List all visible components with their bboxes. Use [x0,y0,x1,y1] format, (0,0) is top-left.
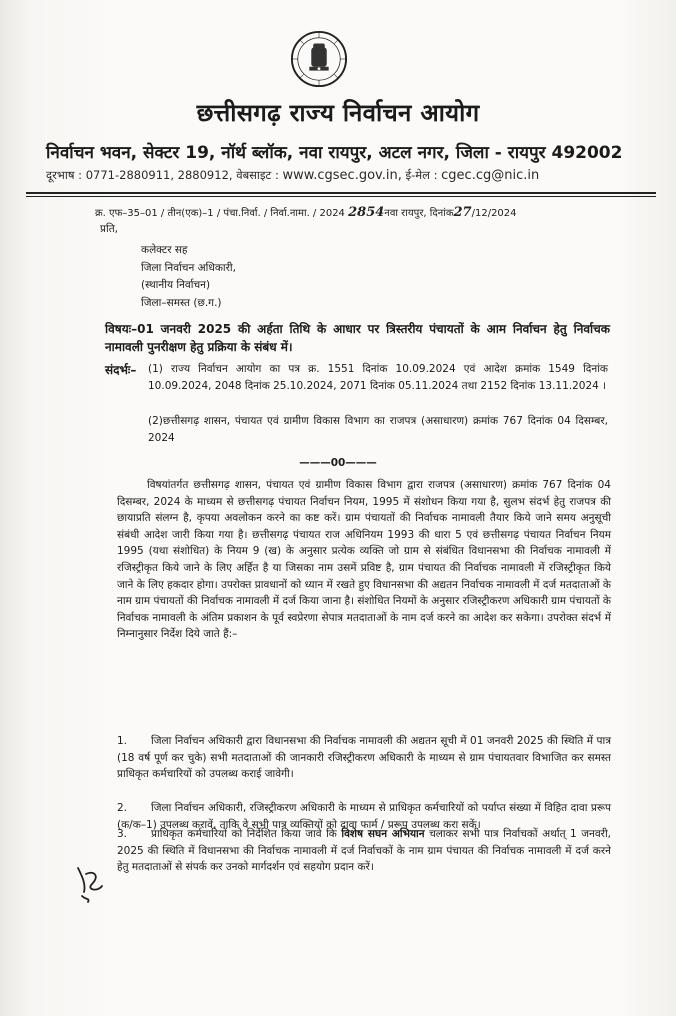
website-label: वेबसाइट : [236,168,279,182]
instruction-item-1 [117,733,611,783]
item-number: 2. [117,802,128,814]
date-rest: /12/2024 [471,208,517,219]
commission-address: निर्वाचन भवन, सेक्टर 19, नॉर्थ ब्लॉक, नवा रायपुर, अटल नगर, जिला - रायपुर 492002 [46,143,623,163]
email-link[interactable]: cgec.cg@nic.in [441,168,540,183]
addressee-block [141,242,236,312]
prati-label: प्रति, [100,223,119,235]
reference-number: क्र. एफ–35–01 / तीन(एक)–1 / पंचा.निर्वा. / निर्वा.नामा. / 2024 [95,208,345,219]
contact-line [46,168,539,183]
initials-signature-icon [72,862,112,904]
body-paragraph [117,477,611,643]
subject-line: विषयः–01 जनवरी 2025 की अर्हता तिथि के आधार पर त्रिस्तरीय पंचायतों के आम निर्वाचन हेतु निर्वाचक नामावली पुनरीक्षण हेतु प्रक्रिया के संबंध में। [105,322,610,354]
item-number: 1. [117,735,128,747]
commission-title: छत्तीसगढ़ राज्य निर्वाचन आयोग [196,99,480,127]
place-date: नवा रायपुर, दिनांक [384,208,454,219]
reference-line [95,205,517,220]
item-text-after: चलाकर सभी पात्र निर्वाचकों अर्थात् 1 जनवरी, 2025 की स्थिति में विधानसभा की निर्वाचक नामावली में दर्ज निर्वाचकों के नाम ग्राम पंचायत की निर्वाचक नामावली में दर्ज करने हेतु मतदाताओं से संपर्क कर उनको मार्गदर्शन एवं सहयोग प्रदान करें। [117,828,612,874]
references-label: संदर्भः– [105,363,137,377]
header-rule [26,192,656,194]
header-rule-thin [26,196,656,197]
addressee-line: जिला–समस्त (छ.ग.) [141,296,222,309]
item-text-before: प्राधिकृत कर्मचारियों को निर्देशित किया जावे कि [151,828,342,840]
item-text: जिला निर्वाचन अधिकारी द्वारा विधानसभा की निर्वाचक नामावली की अद्यतन सूची में 01 जनवरी 2025 की स्थिति में पात्र (18 वर्ष पूर्ण कर चुके) सभी मतदाताओं की जानकारी रजिस्ट्रीकरण अधिकारी के माध्यम से ग्राम पंचायतवार विभाजित कर समस्त प्राधिकृत कर्मचारियों को उपलब्ध कराई जावेगी। [117,735,611,781]
item-text-bold: विशेष सघन अभियान [341,828,425,840]
instruction-item-3 [117,826,611,876]
addressee-line: (स्थानीय निर्वाचन) [141,279,211,291]
website-link[interactable]: www.cgsec.gov.in, [282,168,402,183]
handwritten-date: 27 [453,205,472,220]
addressee-line: कलेक्टर सह [141,244,188,256]
addressee-line: जिला निर्वाचन अधिकारी, [141,261,236,274]
handwritten-dispatch-number: 2854 [348,205,385,220]
reference-item-1: (1) राज्य निर्वाचन आयोग का पत्र क्र. 1551 दिनांक 10.09.2024 एवं आदेश क्रमांक 1549 दिनांक 10.09.2024, 2048 दिनांक 25.10.2024, 2071 दिनांक 05.11.2024 तथा 2152 दिनांक 13.11.2024 । [148,363,608,392]
item-number: 3. [117,828,128,840]
item-text: जिला निर्वाचन अधिकारी, रजिस्ट्रीकरण अधिकारी के माध्यम से प्राधिकृत कर्मचारियों को पर्याप्त संख्या में विहित दावा प्ररूप (क/क–1) उपलब्ध करावें, ताकि वे सभी पात्र व्यक्तियों को दावा फार्म / प्ररूप उपलब्ध करा सकें। [117,802,611,831]
body-text: विषयांतर्गत छत्तीसगढ़ शासन, पंचायत एवं ग्रामीण विकास विभाग द्वारा राजपत्र (असाधारण) क्रमांक 767 दिनांक 04 दिसम्बर, 2024 के माध्यम से छत्तीसगढ़ पंचायत निर्वाचन नियम, 1995 में संशोधन किया गया है, सुलभ संदर्भ हेतु राजपत्र की छायाप्रति संलग्न है, कृपया अवलोकन करने का कष्ट करें। ग्राम पंचायतों की निर्वाचक नामावली तैयार किये जाने समय अनुसूची संबंधी आदेश जारी किया गया है। छत्तीसगढ़ पंचायत राज अधिनियम 1993 की धारा 5 एवं छत्तीसगढ़ पंचायत निर्वाचन नियम 1995 (यथा संशोधित) के नियम 9 (ख) के अनुसार प्रत्येक व्यक्ति जो ग्राम से संबंधित विधानसभा की निर्वाचक नामावली में रजिस्ट्रीकृत किये जाने के लिए अर्हित है या जिसका नाम उसमें प्रविष्ट है, ग्राम पंचायत की निर्वाचक नामावली में रजिस्ट्रीकृत किये जाने के लिए हकदार होगा। उपरोक्त प्रावधानों को ध्यान में रखते हुए विधानसभा की अद्यतन निर्वाचक नामावली में दर्ज मतदाताओं के नाम ग्राम पंचायतों की निर्वाचक नामावली में दर्ज किया जाना है। संशोधित नियमों के अनुसार रजिस्ट्रीकरण अधिकारी ग्राम पंचायतों के निर्वाचक नामावली के अंतिम प्रकाशन के पूर्व स्वप्रेरणा सेपात्र मतदाताओं के नाम दर्ज करने का आदेश कर सकेगा। उपरोक्त संदर्भ में निम्नानुसार निर्देश दिये जाते हैं:– [117,479,611,641]
section-divider: ———00——— [299,457,377,469]
reference-item-2: (2)छत्तीसगढ़ शासन, पंचायत एवं ग्रामीण विकास विभाग का राजपत्र (असाधारण) क्रमांक 767 दिनांक 04 दिसम्बर, 2024 [148,415,608,444]
phone-label: दूरभाष : [46,168,83,182]
email-label: ई-मेल : [405,168,438,182]
phone-number: 0771-2880911, 2880912, [85,168,233,182]
state-emblem-icon [290,30,348,88]
